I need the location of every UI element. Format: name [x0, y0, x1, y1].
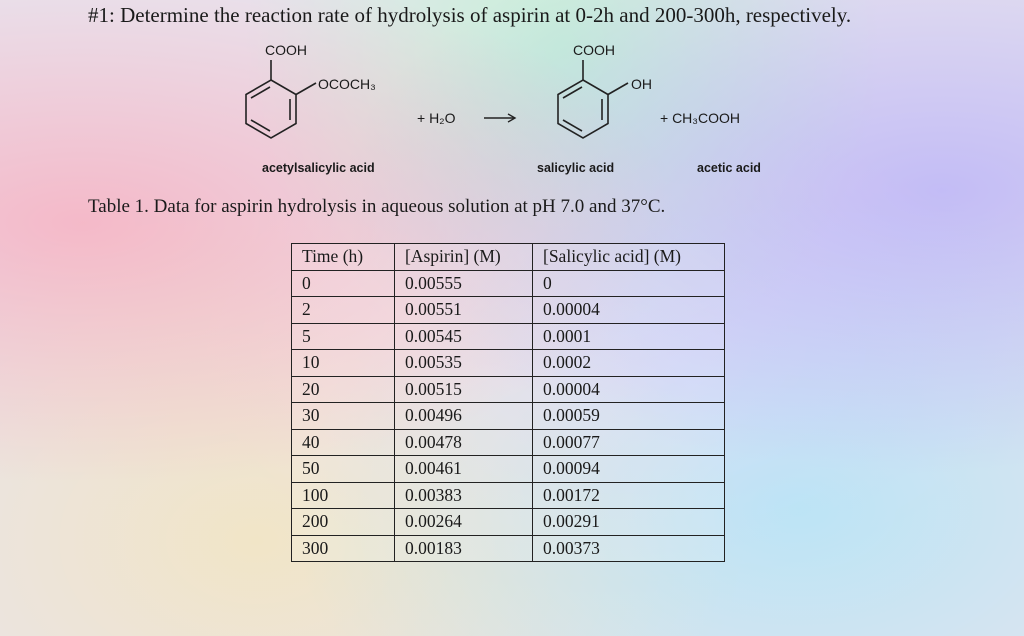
cell-salicylic-acid: 0.0001	[533, 323, 725, 350]
cell-aspirin: 0.00496	[395, 403, 533, 430]
salicylic-benzene-ring	[558, 60, 628, 138]
cell-time: 100	[292, 482, 395, 509]
cell-aspirin: 0.00183	[395, 535, 533, 562]
table-row	[292, 509, 725, 536]
salicylic-oh-label: OH	[631, 76, 652, 92]
cell-time: 30	[292, 403, 395, 430]
acetic-acid-formula: + CH₃COOH	[660, 110, 740, 126]
table-row	[292, 323, 725, 350]
cell-aspirin: 0.00515	[395, 376, 533, 403]
header-salicylic-acid: [Salicylic acid] (M)	[533, 244, 725, 271]
table-header-row	[292, 244, 725, 271]
cell-aspirin: 0.00555	[395, 270, 533, 297]
cell-salicylic-acid: 0.0002	[533, 350, 725, 377]
table-row	[292, 297, 725, 324]
table-row	[292, 482, 725, 509]
cell-salicylic-acid: 0.00059	[533, 403, 725, 430]
table-row	[292, 376, 725, 403]
cell-time: 40	[292, 429, 395, 456]
table-row	[292, 429, 725, 456]
table-row	[292, 456, 725, 483]
cell-time: 50	[292, 456, 395, 483]
cell-salicylic-acid: 0.00291	[533, 509, 725, 536]
acetylsalicylic-acid-name: acetylsalicylic acid	[262, 161, 375, 175]
cell-salicylic-acid: 0.00094	[533, 456, 725, 483]
cell-time: 300	[292, 535, 395, 562]
table-row	[292, 535, 725, 562]
salicylic-cooh-label: COOH	[573, 42, 615, 58]
salicylic-acid-name: salicylic acid	[537, 161, 615, 175]
table-row	[292, 350, 725, 377]
reaction-arrow	[484, 114, 515, 122]
cell-time: 20	[292, 376, 395, 403]
question-heading: #1: Determine the reaction rate of hydrolysis of aspirin at 0-2h and 200-300h, respectively.	[88, 3, 852, 27]
cell-salicylic-acid: 0	[533, 270, 725, 297]
table-body	[292, 270, 725, 562]
table-caption: Table 1. Data for aspirin hydrolysis in aqueous solution at pH 7.0 and 37°C.	[88, 196, 666, 217]
header-time: Time (h)	[292, 244, 395, 271]
water-label: + H₂O	[417, 110, 456, 126]
table-row	[292, 403, 725, 430]
aspirin-cooh-label: COOH	[265, 42, 307, 58]
cell-salicylic-acid: 0.00004	[533, 376, 725, 403]
cell-time: 200	[292, 509, 395, 536]
table-row	[292, 270, 725, 297]
cell-aspirin: 0.00535	[395, 350, 533, 377]
header-aspirin: [Aspirin] (M)	[395, 244, 533, 271]
cell-aspirin: 0.00264	[395, 509, 533, 536]
cell-aspirin: 0.00478	[395, 429, 533, 456]
cell-aspirin: 0.00383	[395, 482, 533, 509]
cell-time: 0	[292, 270, 395, 297]
cell-aspirin: 0.00551	[395, 297, 533, 324]
cell-salicylic-acid: 0.00077	[533, 429, 725, 456]
aspirin-ococh3-label: OCOCH₃	[318, 76, 376, 92]
aspirin-benzene-ring	[246, 60, 316, 138]
aspirin-hydrolysis-table	[291, 243, 725, 562]
cell-salicylic-acid: 0.00373	[533, 535, 725, 562]
cell-salicylic-acid: 0.00004	[533, 297, 725, 324]
cell-time: 5	[292, 323, 395, 350]
cell-aspirin: 0.00461	[395, 456, 533, 483]
cell-time: 10	[292, 350, 395, 377]
cell-salicylic-acid: 0.00172	[533, 482, 725, 509]
cell-aspirin: 0.00545	[395, 323, 533, 350]
cell-time: 2	[292, 297, 395, 324]
acetic-acid-name: acetic acid	[697, 161, 761, 175]
